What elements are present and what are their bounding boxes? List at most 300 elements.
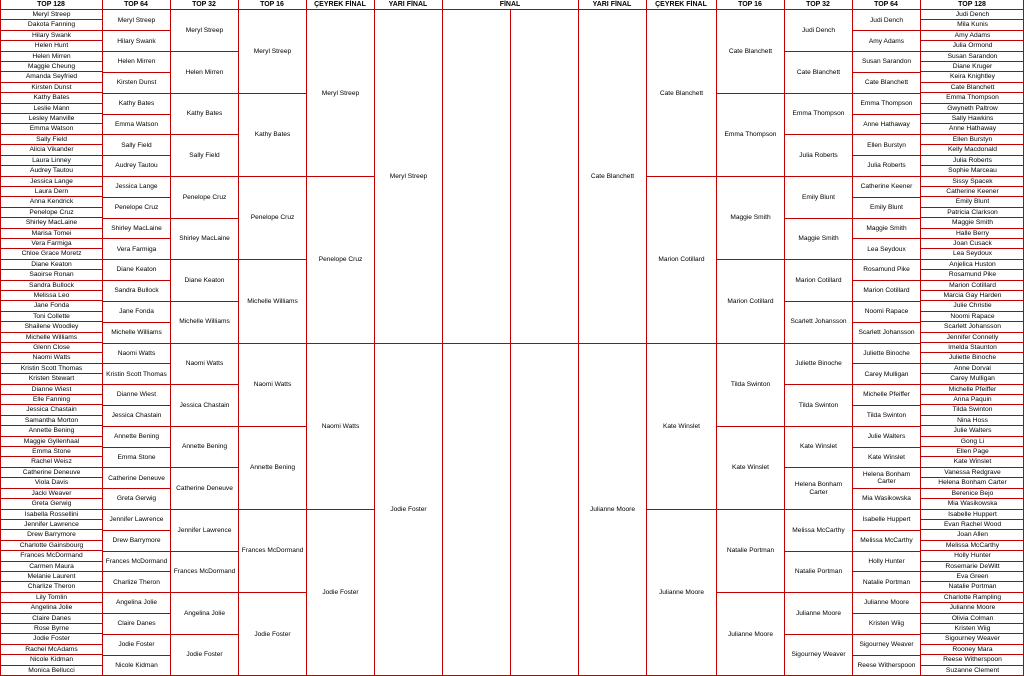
slot-divider — [102, 571, 170, 572]
slot-divider — [170, 426, 238, 427]
slot-divider — [102, 488, 170, 489]
slot-divider — [238, 426, 306, 427]
bracket-slot: Jennifer Lawrence — [171, 510, 238, 552]
bracket-slot: Penelope Cruz — [307, 177, 374, 344]
header-left-qf: ÇEYREK FİNAL — [306, 0, 374, 10]
bracket-slot: Drew Barrymore — [1, 530, 102, 540]
bracket-slot: Emma Thompson — [785, 93, 852, 135]
bracket-slot: Maggie Gyllenhaal — [1, 437, 102, 447]
bracket-slot: Scarlett Johansson — [853, 322, 920, 343]
bracket-slot: Jodie Foster — [171, 634, 238, 676]
bracket-slot: Gong Li — [921, 437, 1024, 447]
slot-divider — [716, 93, 784, 94]
slot-divider — [102, 280, 170, 281]
bracket-slot: Maggie Smith — [853, 218, 920, 239]
bracket-slot: Jodie Foster — [307, 510, 374, 676]
bracket-slot: Natalie Portman — [785, 551, 852, 593]
slot-divider — [238, 176, 306, 177]
bracket-slot: Lea Seydoux — [853, 239, 920, 260]
bracket-slot: Catherine Keener — [853, 177, 920, 198]
bracket-slot: Naomi Watts — [103, 343, 170, 364]
bracket-slot: Maggie Smith — [921, 218, 1024, 228]
bracket-slot: Naomi Watts — [171, 343, 238, 385]
bracket-slot: Rooney Mara — [921, 645, 1024, 655]
bracket-slot: Jodie Foster — [375, 343, 442, 676]
slot-divider — [784, 176, 852, 177]
slot-divider — [852, 51, 920, 52]
bracket-slot: Claire Danes — [1, 614, 102, 624]
bracket-slot: Michelle Williams — [1, 333, 102, 343]
bracket-slot: Isabella Rossellini — [1, 510, 102, 520]
bracket-slot: Nicole Kidman — [1, 655, 102, 665]
bracket-slot: Alicia Vikander — [1, 145, 102, 155]
bracket-slot: Anne Hathaway — [853, 114, 920, 135]
bracket-slot: Helena Bonham Carter — [785, 468, 852, 510]
slot-divider — [102, 176, 170, 177]
header-right-qf: ÇEYREK FİNAL — [646, 0, 716, 10]
bracket-slot: Sally Hawkins — [921, 114, 1024, 124]
bracket-slot: Julianne Moore — [647, 510, 716, 676]
slot-divider — [852, 155, 920, 156]
bracket-slot: Meryl Streep — [239, 10, 306, 93]
slot-divider — [102, 155, 170, 156]
slot-divider — [784, 51, 852, 52]
bracket-slot: Charlize Theron — [1, 582, 102, 592]
bracket-slot: Annette Bening — [1, 426, 102, 436]
bracket-slot: Scarlett Johansson — [785, 301, 852, 343]
bracket-slot: Emma Thompson — [717, 93, 784, 176]
bracket-slot: Jessica Lange — [103, 177, 170, 198]
slot-divider — [716, 176, 784, 177]
bracket-slot: Leslie Mann — [1, 104, 102, 114]
slot-divider — [852, 343, 920, 344]
bracket-slot: Kate Winslet — [785, 426, 852, 468]
bracket-slot: Isabelle Huppert — [853, 510, 920, 531]
bracket-slot: Joan Allen — [921, 530, 1024, 540]
bracket-slot: Dianne Wiest — [103, 385, 170, 406]
bracket-slot: Frances McDormand — [1, 551, 102, 561]
bracket-slot: Holly Hunter — [921, 551, 1024, 561]
slot-divider — [102, 218, 170, 219]
bracket-slot: Rosamund Pike — [853, 260, 920, 281]
slot-divider — [852, 72, 920, 73]
slot-divider — [102, 134, 170, 135]
bracket-slot: Sally Field — [171, 135, 238, 177]
bracket-slot: Julie Christie — [921, 301, 1024, 311]
bracket-slot: Diane Keaton — [103, 260, 170, 281]
bracket-slot: Sally Field — [1, 135, 102, 145]
bracket-slot: Kristen Wiig — [853, 614, 920, 635]
slot-divider — [170, 343, 238, 344]
bracket-slot: Lily Tomlin — [1, 593, 102, 603]
bracket-slot: Kristen Stewart — [1, 374, 102, 384]
bracket-slot: Juliette Binoche — [785, 343, 852, 385]
bracket-slot: Angelina Jolie — [171, 593, 238, 635]
slot-divider — [852, 363, 920, 364]
bracket-slot: Emma Watson — [103, 114, 170, 135]
bracket-slot: Samantha Morton — [1, 416, 102, 426]
bracket-slot: Evan Rachel Wood — [921, 520, 1024, 530]
bracket-slot: Jennifer Lawrence — [1, 520, 102, 530]
bracket-slot: Meryl Streep — [103, 10, 170, 31]
bracket-slot: Julie Walters — [853, 426, 920, 447]
slot-divider — [784, 467, 852, 468]
bracket-slot: Emma Stone — [1, 447, 102, 457]
bracket-slot: Monica Bellucci — [1, 666, 102, 676]
bracket-slot: Rosemarie DeWitt — [921, 562, 1024, 572]
header-right-top128: TOP 128 — [920, 0, 1024, 10]
bracket-slot: Melissa McCarthy — [853, 530, 920, 551]
bracket-slot: Eva Green — [921, 572, 1024, 582]
header-right-sf: YARI FİNAL — [578, 0, 646, 10]
slot-divider — [102, 93, 170, 94]
bracket-slot: Michelle Williams — [239, 260, 306, 343]
bracket-slot: Jessica Chastain — [103, 405, 170, 426]
bracket-slot: Mia Wasikowska — [921, 499, 1024, 509]
header-right-top64: TOP 64 — [852, 0, 920, 10]
bracket-slot: Vanessa Redgrave — [921, 468, 1024, 478]
slot-divider — [102, 51, 170, 52]
bracket-slot: Meryl Streep — [1, 10, 102, 20]
slot-divider — [102, 655, 170, 656]
slot-divider — [102, 613, 170, 614]
bracket-slot: Kate Winslet — [853, 447, 920, 468]
bracket-slot: Rose Byrne — [1, 624, 102, 634]
bracket-slot: Olivia Colman — [921, 614, 1024, 624]
bracket-slot: Ellen Burstyn — [921, 135, 1024, 145]
bracket-slot: Judi Dench — [921, 10, 1024, 20]
bracket-slot: Diane Keaton — [171, 260, 238, 302]
slot-divider — [852, 426, 920, 427]
bracket-slot: Helen Mirren — [103, 52, 170, 73]
slot-divider — [852, 488, 920, 489]
slot-divider — [102, 467, 170, 468]
bracket-slot: Emma Watson — [1, 124, 102, 134]
bracket-slot: Juliette Binoche — [921, 353, 1024, 363]
slot-divider — [102, 343, 170, 344]
bracket-slot: Marisa Tomei — [1, 229, 102, 239]
bracket-slot: Tilda Swinton — [921, 405, 1024, 415]
bracket-slot: Noomi Rapace — [853, 301, 920, 322]
slot-divider — [852, 176, 920, 177]
bracket-slot: Kristen Wiig — [921, 624, 1024, 634]
slot-divider — [170, 218, 238, 219]
slot-divider — [170, 384, 238, 385]
slot-divider — [170, 301, 238, 302]
bracket-slot: Melanie Laurent — [1, 572, 102, 582]
bracket-slot: Kathy Bates — [1, 93, 102, 103]
bracket-slot: Catherine Keener — [921, 187, 1024, 197]
bracket-slot: Ellen Burstyn — [853, 135, 920, 156]
bracket-slot: Noomi Rapace — [921, 312, 1024, 322]
slot-divider — [170, 51, 238, 52]
slot-divider — [170, 509, 238, 510]
slot-divider — [852, 634, 920, 635]
bracket-slot: Dakota Fanning — [1, 20, 102, 30]
bracket-slot: Vera Farmiga — [1, 239, 102, 249]
bracket-slot: Marion Cotillard — [717, 260, 784, 343]
bracket-slot: Suzanne Clement — [921, 666, 1024, 676]
bracket-slot: Emma Stone — [103, 447, 170, 468]
slot-divider — [646, 509, 716, 510]
bracket-slot: Chloe Grace Moretz — [1, 249, 102, 259]
slot-divider — [784, 218, 852, 219]
bracket-slot: Natalie Portman — [717, 510, 784, 593]
slot-divider — [170, 634, 238, 635]
slot-divider — [238, 343, 306, 344]
bracket-slot: Helena Bonham Carter — [921, 478, 1024, 488]
final-center-divider — [510, 10, 511, 676]
bracket-slot: Nina Hoss — [921, 416, 1024, 426]
slot-divider — [852, 551, 920, 552]
slot-divider — [852, 93, 920, 94]
slot-divider — [784, 301, 852, 302]
bracket-slot: Natalie Portman — [921, 582, 1024, 592]
bracket-slot: Angelina Jolie — [1, 603, 102, 613]
bracket-slot: Meryl Streep — [171, 10, 238, 52]
slot-divider — [852, 301, 920, 302]
slot-divider — [852, 592, 920, 593]
bracket-slot: Kate Winslet — [921, 457, 1024, 467]
bracket-slot: Scarlett Johansson — [921, 322, 1024, 332]
bracket-slot: Naomi Watts — [307, 343, 374, 510]
bracket-slot: Annette Bening — [103, 426, 170, 447]
slot-divider — [170, 134, 238, 135]
slot-divider — [306, 343, 374, 344]
slot-divider — [852, 509, 920, 510]
bracket-slot: Drew Barrymore — [103, 530, 170, 551]
bracket-slot: Laura Linney — [1, 156, 102, 166]
bracket-slot: Julia Roberts — [785, 135, 852, 177]
slot-divider — [102, 592, 170, 593]
slot-divider — [852, 322, 920, 323]
bracket-slot: Naomi Watts — [1, 353, 102, 363]
header-right-top32: TOP 32 — [784, 0, 852, 10]
bracket-slot: Hilary Swank — [103, 31, 170, 52]
bracket-slot: Carey Mulligan — [853, 364, 920, 385]
slot-divider — [716, 426, 784, 427]
slot-divider — [852, 613, 920, 614]
bracket-slot: Reese Witherspoon — [853, 655, 920, 676]
bracket-slot: Jessica Lange — [1, 177, 102, 187]
slot-divider — [238, 259, 306, 260]
slot-divider — [102, 301, 170, 302]
bracket-slot: Cate Blanchett — [579, 10, 646, 343]
bracket-slot: Carey Mulligan — [921, 374, 1024, 384]
slot-divider — [852, 114, 920, 115]
bracket-slot: Cate Blanchett — [717, 10, 784, 93]
bracket-slot: Tilda Swinton — [785, 385, 852, 427]
slot-divider — [852, 259, 920, 260]
slot-divider — [102, 530, 170, 531]
slot-divider — [170, 551, 238, 552]
bracket-slot: Kate Winslet — [647, 343, 716, 510]
bracket-slot: Claire Danes — [103, 614, 170, 635]
bracket-slot: Tilda Swinton — [853, 405, 920, 426]
slot-divider — [102, 238, 170, 239]
bracket-slot: Helen Hunt — [1, 41, 102, 51]
slot-divider — [852, 238, 920, 239]
bracket-slot: Rosamund Pike — [921, 270, 1024, 280]
bracket-slot: Jodie Foster — [239, 593, 306, 676]
bracket-slot: Kristin Scott Thomas — [103, 364, 170, 385]
slot-divider — [716, 509, 784, 510]
slot-divider — [306, 509, 374, 510]
bracket-slot: Sally Field — [103, 135, 170, 156]
slot-divider — [170, 592, 238, 593]
slot-divider — [170, 93, 238, 94]
bracket-slot: Emily Blunt — [785, 177, 852, 219]
bracket-slot: Isabelle Huppert — [921, 510, 1024, 520]
slot-divider — [852, 467, 920, 468]
bracket-slot: Elle Fanning — [1, 395, 102, 405]
bracket-slot: Julianne Moore — [921, 603, 1024, 613]
bracket-slot: Michelle Williams — [171, 301, 238, 343]
bracket-slot: Saoirse Ronan — [1, 270, 102, 280]
bracket-slot: Julia Roberts — [853, 156, 920, 177]
bracket-slot: Charlotte Rampling — [921, 593, 1024, 603]
bracket-slot: Amanda Seyfried — [1, 72, 102, 82]
bracket-slot: Cate Blanchett — [647, 10, 716, 177]
slot-divider — [102, 384, 170, 385]
bracket-slot: Marion Cotillard — [921, 281, 1024, 291]
bracket-slot: Julianne Moore — [579, 343, 646, 676]
slot-divider — [852, 571, 920, 572]
slot-divider — [852, 655, 920, 656]
bracket-slot: Melissa McCarthy — [785, 510, 852, 552]
bracket-slot: Jodie Foster — [1, 634, 102, 644]
slot-divider — [102, 447, 170, 448]
bracket-slot: Sigourney Weaver — [921, 634, 1024, 644]
slot-divider — [102, 259, 170, 260]
bracket-slot: Cate Blanchett — [785, 52, 852, 94]
slot-divider — [852, 405, 920, 406]
bracket-slot: Penelope Cruz — [239, 177, 306, 260]
bracket-slot: Penelope Cruz — [1, 208, 102, 218]
bracket-slot: Juliette Binoche — [853, 343, 920, 364]
bracket-slot: Marcia Gay Harden — [921, 291, 1024, 301]
bracket-slot: Frances McDormand — [103, 551, 170, 572]
bracket-slot: Diane Kruger — [921, 62, 1024, 72]
slot-divider — [238, 592, 306, 593]
bracket-slot: Frances McDormand — [239, 510, 306, 593]
bracket-slot: Sandra Bullock — [1, 281, 102, 291]
bracket-slot: Melissa Leo — [1, 291, 102, 301]
bracket-slot: Sigourney Weaver — [853, 634, 920, 655]
bracket-slot: Jane Fonda — [103, 301, 170, 322]
header-final: FİNAL — [442, 0, 578, 10]
bracket-slot: Sissy Spacek — [921, 177, 1024, 187]
slot-divider — [784, 509, 852, 510]
bracket-slot: Emily Blunt — [921, 197, 1024, 207]
bracket-slot: Dianne Wiest — [1, 385, 102, 395]
bracket-slot: Meryl Streep — [375, 10, 442, 343]
bracket-slot: Catherine Deneuve — [1, 468, 102, 478]
slot-divider — [646, 176, 716, 177]
bracket-slot: Anna Paquin — [921, 395, 1024, 405]
bracket-slot: Marion Cotillard — [647, 177, 716, 344]
slot-divider — [716, 592, 784, 593]
bracket-slot: Cate Blanchett — [853, 72, 920, 93]
bracket-slot: Annette Bening — [239, 426, 306, 509]
bracket-slot: Jennifer Lawrence — [103, 510, 170, 531]
slot-divider — [852, 280, 920, 281]
bracket-slot: Mia Wasikowska — [853, 489, 920, 510]
slot-divider — [784, 384, 852, 385]
header-left-sf: YARI FİNAL — [374, 0, 442, 10]
slot-divider — [784, 634, 852, 635]
bracket-slot: Kate Winslet — [717, 426, 784, 509]
slot-divider — [852, 30, 920, 31]
bracket-slot: Annette Bening — [171, 426, 238, 468]
slot-divider — [784, 134, 852, 135]
slot-divider — [646, 343, 716, 344]
bracket-slot: Frances McDormand — [171, 551, 238, 593]
bracket-slot: Kathy Bates — [239, 93, 306, 176]
slot-divider — [784, 551, 852, 552]
bracket-slot: Lesley Manville — [1, 114, 102, 124]
bracket-slot: Kelly Macdonald — [921, 145, 1024, 155]
header-right-top16: TOP 16 — [716, 0, 784, 10]
bracket-slot: Glenn Close — [1, 343, 102, 353]
bracket-slot: Anna Kendrick — [1, 197, 102, 207]
slot-divider — [374, 343, 442, 344]
slot-divider — [852, 447, 920, 448]
bracket-slot: Emily Blunt — [853, 197, 920, 218]
bracket-slot: Helen Mirren — [171, 52, 238, 94]
bracket-slot: Laura Dern — [1, 187, 102, 197]
bracket-slot: Keira Knightley — [921, 72, 1024, 82]
bracket-slot: Nicole Kidman — [103, 655, 170, 676]
slot-divider — [102, 322, 170, 323]
bracket-slot: Viola Davis — [1, 478, 102, 488]
bracket-slot: Marion Cotillard — [785, 260, 852, 302]
slot-divider — [306, 176, 374, 177]
slot-divider — [784, 426, 852, 427]
bracket-slot: Jacki Weaver — [1, 489, 102, 499]
slot-divider — [102, 114, 170, 115]
bracket-slot: Hilary Swank — [1, 31, 102, 41]
bracket-slot: Jane Fonda — [1, 301, 102, 311]
slot-divider — [102, 197, 170, 198]
slot-divider — [784, 592, 852, 593]
bracket-slot: Gwyneth Paltrow — [921, 104, 1024, 114]
bracket-slot: Lea Seydoux — [921, 249, 1024, 259]
bracket-slot: Sigourney Weaver — [785, 634, 852, 676]
header-left-top128: TOP 128 — [0, 0, 102, 10]
bracket-slot: Marion Cotillard — [853, 281, 920, 302]
bracket-slot: Julianne Moore — [717, 593, 784, 676]
bracket-slot: Tilda Swinton — [717, 343, 784, 426]
bracket-slot: Anjelica Huston — [921, 260, 1024, 270]
bracket-slot: Naomi Watts — [239, 343, 306, 426]
slot-divider — [170, 259, 238, 260]
bracket-slot: Maggie Cheung — [1, 62, 102, 72]
bracket-slot: Greta Gerwig — [103, 489, 170, 510]
slot-divider — [578, 343, 646, 344]
header-left-top16: TOP 16 — [238, 0, 306, 10]
slot-divider — [852, 134, 920, 135]
bracket-slot: Helen Mirren — [1, 52, 102, 62]
bracket-slot: Diane Keaton — [1, 260, 102, 270]
bracket-slot: Mila Kunis — [921, 20, 1024, 30]
slot-divider — [102, 30, 170, 31]
bracket-slot: Catherine Deneuve — [171, 468, 238, 510]
bracket-slot: Melissa McCarthy — [921, 541, 1024, 551]
bracket-slot: Carmen Maura — [1, 562, 102, 572]
bracket-slot: Kathy Bates — [171, 93, 238, 135]
slot-divider — [238, 509, 306, 510]
